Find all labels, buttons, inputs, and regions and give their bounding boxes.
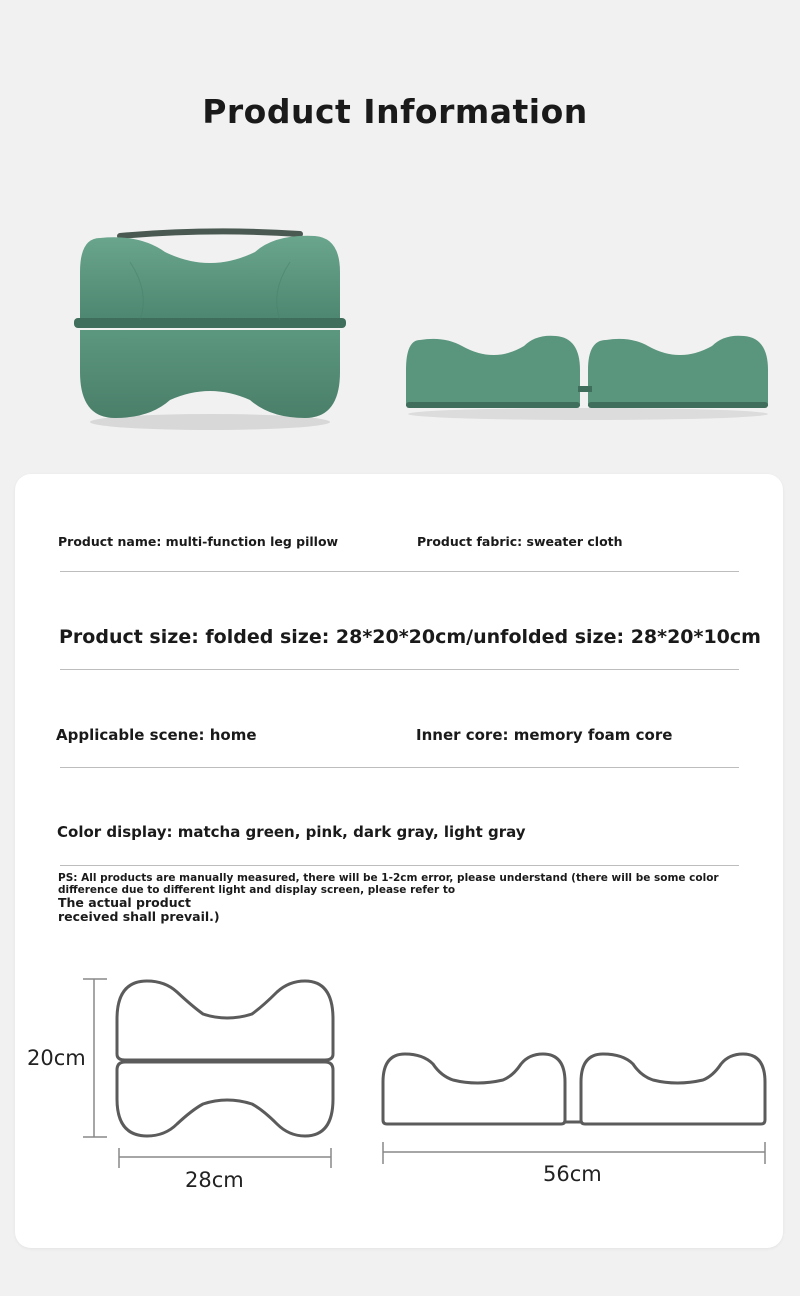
product-size: Product size: folded size: 28*20*20cm/unfolded size: 28*20*10cm	[59, 626, 761, 648]
folded-width-dimension-label: 28cm	[185, 1168, 244, 1192]
page-title: Product Information	[202, 92, 588, 131]
unfolded-outline-diagram	[377, 1046, 777, 1166]
divider	[60, 669, 739, 670]
product-fabric: Product fabric: sweater cloth	[417, 534, 623, 549]
divider	[60, 767, 739, 768]
color-display: Color display: matcha green, pink, dark gray, light gray	[57, 823, 526, 841]
folded-outline-diagram	[77, 974, 357, 1174]
ps-note-line-1: The actual product	[58, 895, 191, 910]
ps-note-continued	[58, 896, 220, 924]
applicable-scene: Applicable scene: home	[56, 726, 257, 744]
unfolded-pillow-photo	[398, 326, 778, 426]
product-name: Product name: multi-function leg pillow	[58, 534, 339, 549]
unfolded-width-dimension-label: 56cm	[543, 1162, 602, 1186]
ps-note: PS: All products are manually measured, there will be 1-2cm error, please understand (there will be some color difference due to different light and display screen, please refer to	[58, 872, 719, 896]
ps-note-line-2: received shall prevail.)	[58, 909, 220, 924]
divider	[60, 571, 739, 572]
folded-pillow-photo	[60, 222, 360, 432]
inner-core: Inner core: memory foam core	[416, 726, 673, 744]
spec-card	[15, 474, 783, 1248]
height-dimension-label: 20cm	[27, 1046, 86, 1070]
divider	[60, 865, 739, 866]
